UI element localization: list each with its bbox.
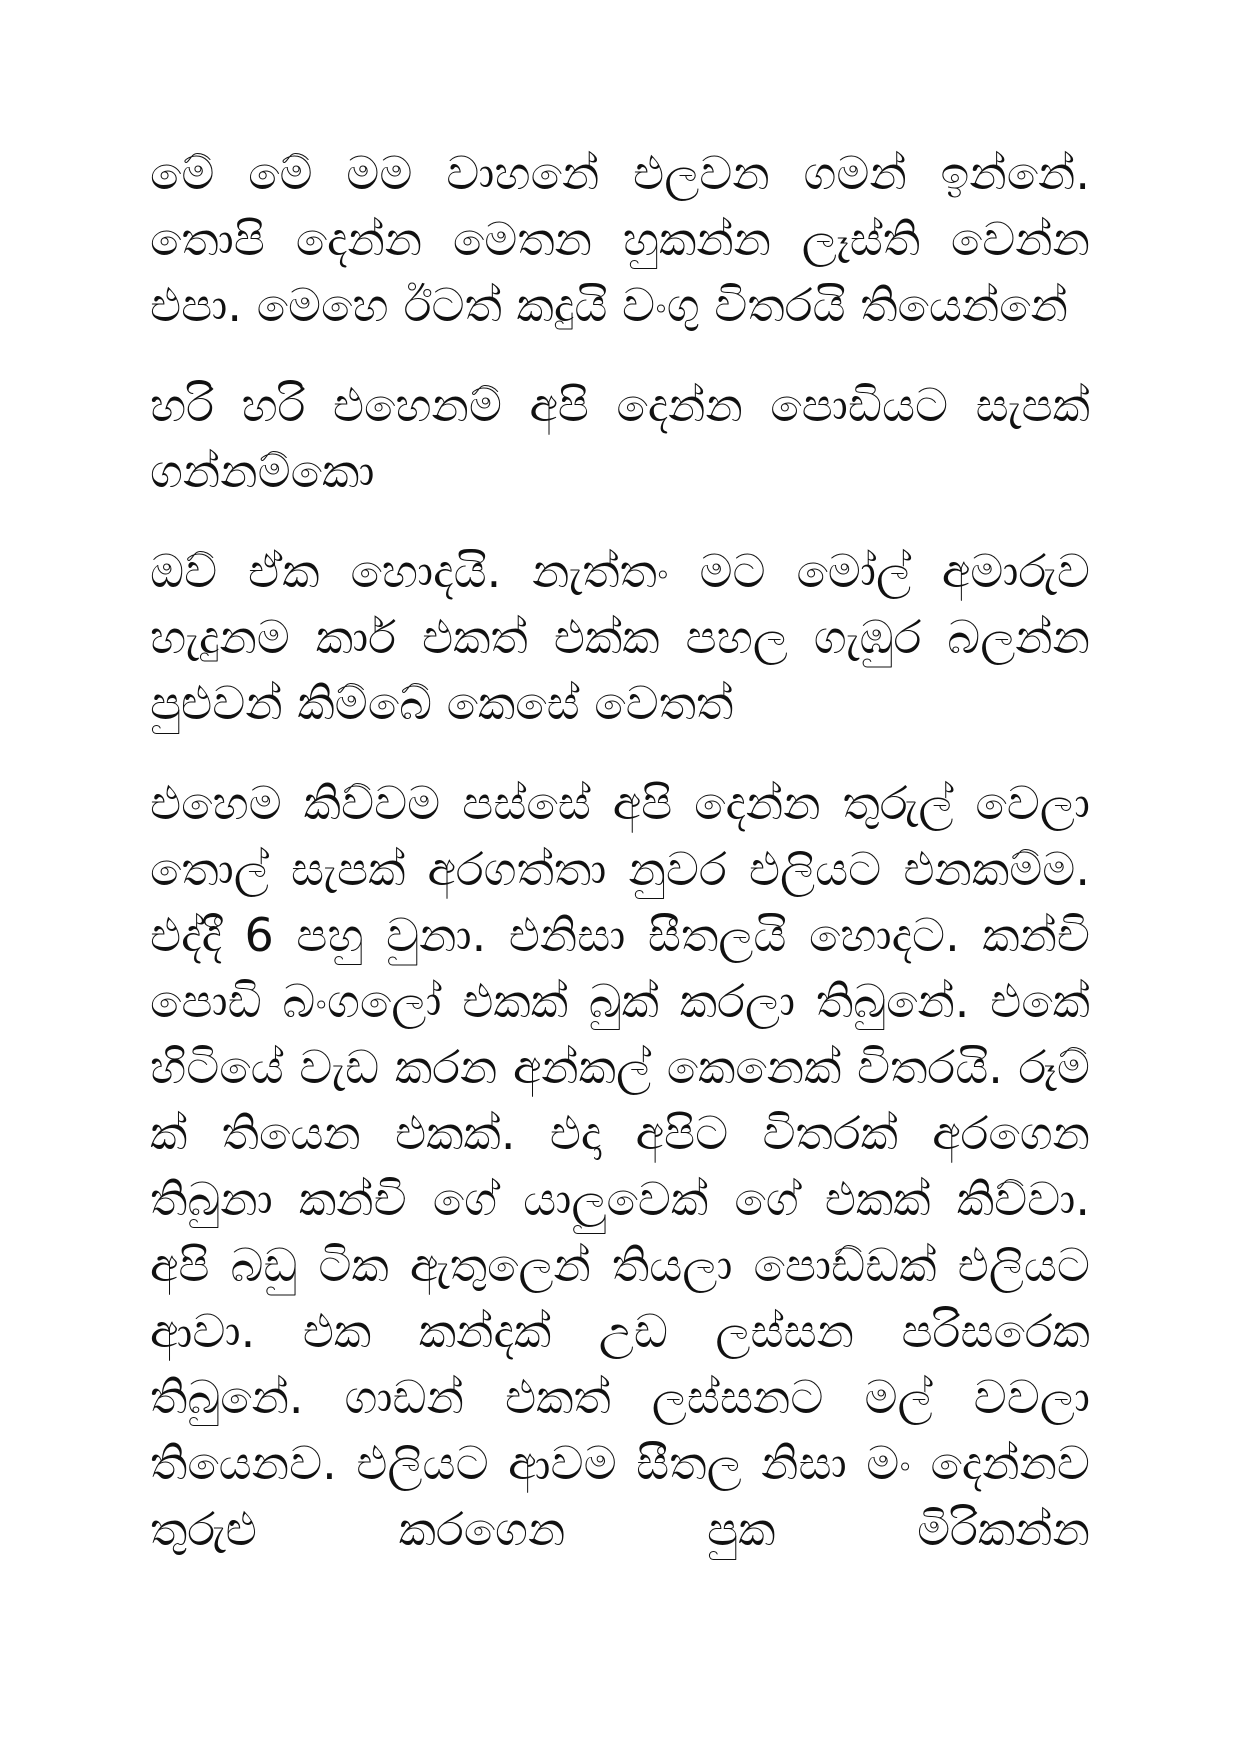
paragraph-1: මේ මේ මම වාහනේ එලවන ගමන් ඉන්නේ. තොපි දෙන්න මෙතන හුකන්න ලෑස්ති වෙන්න එපා. මෙහෙ ඊටත් කදුයි වංගු විතරයි තියෙන්නේ bbox=[150, 146, 1090, 332]
paragraph-4: එහෙම කිව්වම පස්සේ අපි දෙන්න තුරුල් වෙලා තොල් සැපක් අරගත්තා නුවර එලියට එනකම්ම. එද්දී 6 පහු වුනා. එනිසා සීතලයි හොදට. කන්චි පොඩි බංගලෝ එකක් බුක් කරලා තිබුනේ. එකේ හිටියේ වැඩ කරන අන්කල් කෙනෙක් විතරයි. රූම් ක් තියෙන එකක්. එදා අපිට විතරක් අරගෙන තිබුනා කන්චි ගේ යාලුවෙක් ගේ එකක් කිව්වා. අපි බඩු ටික ඇතුලෙන් තියලා පොඩ්ඩක් එලියට ආවා. එක කන්දක් උඩ ලස්සන පරිසරෙක තිබුනේ. ගාඩන් එකත් ලස්සනට මල් වවලා තියෙනව. එලියට ආවම සීතල නිසා මං දෙන්නව තුරුළු කරගෙන පුක මිරිකන්න bbox=[150, 776, 1090, 1556]
paragraph-2: හරි හරි එහෙනම් අපි දෙන්න පොඩියට සැපක් ගන්නම්කො bbox=[150, 378, 1090, 498]
story-text bbox=[150, 140, 1090, 1562]
paragraph-3: ඔව් ඒක හොදයි. නැත්තං මට මෝල් අමාරුව හැදුනම කාර් එකත් එක්ක පහල ගැඹුර බලන්න පුළුවන් කිම්බේ කෙසේ වෙතත් bbox=[150, 544, 1090, 730]
